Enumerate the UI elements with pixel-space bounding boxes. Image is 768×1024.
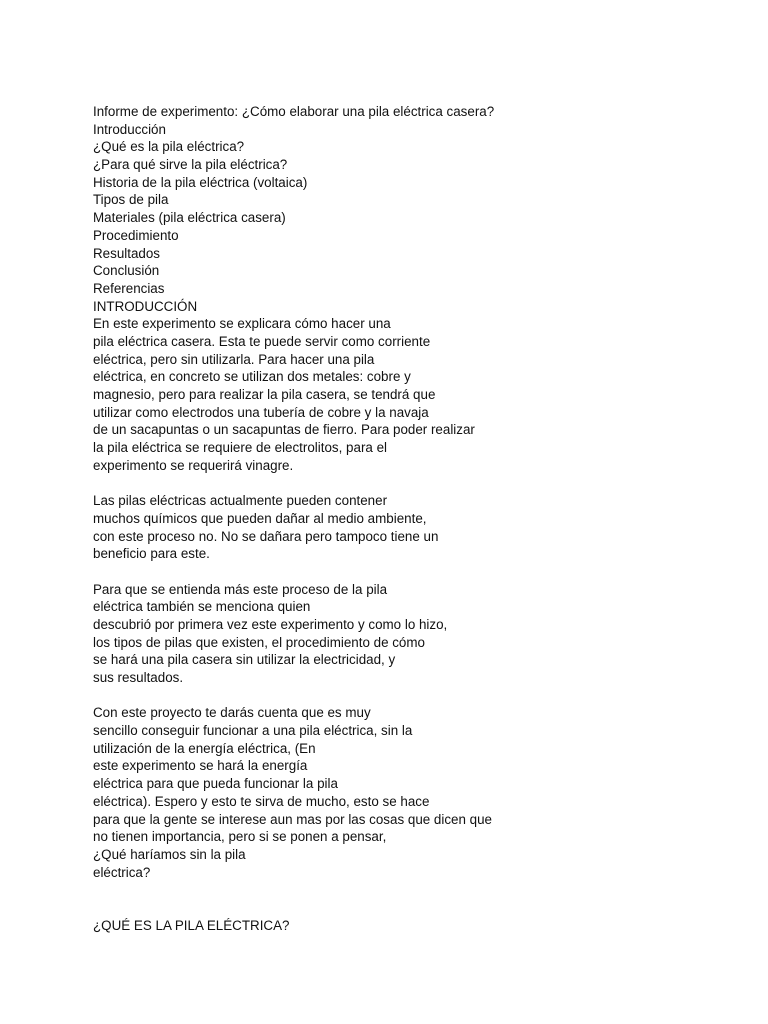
paragraph-line: utilización de la energía eléctrica, (En xyxy=(93,740,316,756)
toc-item-procedimiento: Procedimiento xyxy=(93,227,179,243)
paragraph-line: muchos químicos que pueden dañar al medio ambiente, xyxy=(93,510,427,526)
toc-item-conclusion: Conclusión xyxy=(93,263,160,279)
intro-heading: INTRODUCCIÓN xyxy=(93,298,198,314)
paragraph-line: sus resultados. xyxy=(93,670,184,685)
toc-item-introduccion: Introducción xyxy=(93,121,166,137)
toc-item-materiales: Materiales (pila eléctrica casera) xyxy=(93,210,286,226)
paragraph-line: de un sacapuntas o un sacapuntas de fierro. Para poder realizar xyxy=(93,422,475,438)
table-of-contents xyxy=(93,103,753,298)
section-spacer xyxy=(93,881,753,916)
paragraph-2 xyxy=(93,492,753,563)
paragraph-line: eléctrica? xyxy=(93,864,151,880)
paragraph-line: para que la gente se interese aun mas por las cosas que dicen que xyxy=(93,811,493,827)
paragraph-line: beneficio para este. xyxy=(93,546,210,562)
paragraph-line: Para que se entienda más este proceso de la pila xyxy=(93,581,388,597)
paragraph-line: eléctrica). Espero y esto te sirva de mucho, esto se hace xyxy=(93,793,430,809)
paragraph-line: Con este proyecto te darás cuenta que es muy xyxy=(93,705,371,721)
paragraph-line: eléctrica, pero sin utilizarla. Para hacer una pila xyxy=(93,351,375,367)
toc-item-resultados: Resultados xyxy=(93,245,160,261)
paragraph-3 xyxy=(93,581,753,687)
paragraph-spacer xyxy=(93,474,753,492)
paragraph-line: En este experimento se explicara cómo hacer una xyxy=(93,316,391,332)
paragraph-line: eléctrica, en concreto se utilizan dos metales: cobre y xyxy=(93,369,411,385)
toc-item-tipos: Tipos de pila xyxy=(93,192,169,208)
paragraph-line: utilizar como electrodos una tubería de cobre y la navaja xyxy=(93,404,429,420)
paragraph-line: con este proceso no. No se dañara pero tampoco tiene un xyxy=(93,528,439,544)
paragraph-line: la pila eléctrica se requiere de electrolitos, para el xyxy=(93,440,388,456)
paragraph-line: los tipos de pilas que existen, el procedimiento de cómo xyxy=(93,634,425,650)
toc-item-referencias: Referencias xyxy=(93,280,165,296)
paragraph-line: eléctrica también se menciona quien xyxy=(93,599,311,615)
toc-item-para-que-sirve: ¿Para qué sirve la pila eléctrica? xyxy=(93,157,288,173)
paragraph-spacer xyxy=(93,687,753,705)
paragraph-line: sencillo conseguir funcionar a una pila eléctrica, sin la xyxy=(93,723,413,739)
toc-item-que-es: ¿Qué es la pila eléctrica? xyxy=(93,139,245,155)
paragraph-line: Las pilas eléctricas actualmente pueden contener xyxy=(93,493,388,509)
paragraph-4 xyxy=(93,704,753,881)
section-heading: ¿QUÉ ES LA PILA ELÉCTRICA? xyxy=(93,917,290,933)
paragraph-line: experimento se requerirá vinagre. xyxy=(93,457,294,473)
paragraph-line: no tienen importancia, pero si se ponen a pensar, xyxy=(93,829,387,845)
doc-title: Informe de experimento: ¿Cómo elaborar una pila eléctrica casera? xyxy=(93,104,495,119)
paragraph-1 xyxy=(93,315,753,474)
document-page xyxy=(93,103,753,934)
paragraph-line: pila eléctrica casera. Esta te puede servir como corriente xyxy=(93,333,431,349)
paragraph-line: eléctrica para que pueda funcionar la pila xyxy=(93,776,338,792)
paragraph-line: se hará una pila casera sin utilizar la electricidad, y xyxy=(93,652,396,668)
paragraph-line: descubrió por primera vez este experimento y como lo hizo, xyxy=(93,616,448,632)
paragraph-line: este experimento se hará la energía xyxy=(93,758,308,774)
paragraph-spacer xyxy=(93,563,753,581)
paragraph-line: magnesio, pero para realizar la pila casera, se tendrá que xyxy=(93,387,436,402)
paragraph-line: ¿Qué haríamos sin la pila xyxy=(93,846,246,862)
toc-item-historia: Historia de la pila eléctrica (voltaica) xyxy=(93,174,308,190)
